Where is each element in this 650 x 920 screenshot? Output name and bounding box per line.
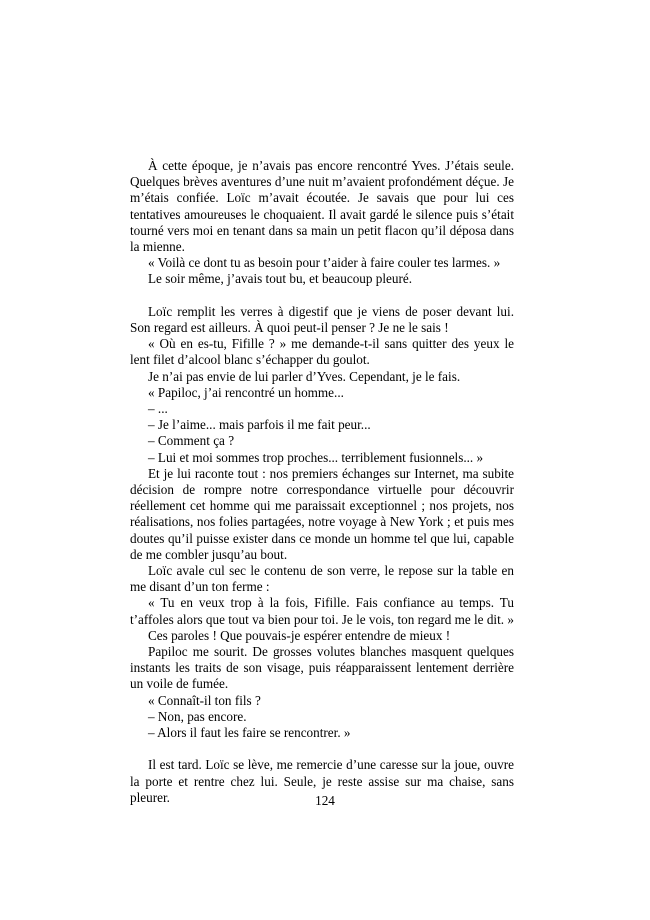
paragraph: Il est tard. Loïc se lève, me remercie d’une caresse sur la joue, ouvre la porte et rentre chez lui. Seule, je reste assise sur ma chaise, sans pleurer.: [130, 757, 514, 805]
paragraph: « Tu en veux trop à la fois, Fifille. Fais confiance au temps. Tu t’affoles alors que tout va bien pour toi. Je le vois, ton regard me le dit. »: [130, 595, 514, 627]
paragraph: Loïc remplit les verres à digestif que je viens de poser devant lui. Son regard est ailleurs. À quoi peut-il penser ? Je ne le sais !: [130, 303, 514, 336]
paragraph: Je n’ai pas envie de lui parler d’Yves. Cependant, je le fais.: [148, 368, 461, 384]
paragraph: – Comment ça ?: [148, 433, 235, 449]
paragraph: – Non, pas encore.: [148, 708, 247, 724]
paragraph: « Voilà ce dont tu as besoin pour t’aider à faire couler tes larmes. »: [148, 255, 501, 271]
page-text: [130, 158, 514, 806]
paragraph: Loïc avale cul sec le contenu de son verre, le repose sur la table en me disant d’un ton ferme :: [130, 563, 514, 595]
paragraph: Papiloc me sourit. De grosses volutes blanches masquent quelques instants les traits de son visage, puis réapparaissent lentement derrière un voile de fumée.: [130, 644, 514, 692]
paragraph: – Je l’aime... mais parfois il me fait peur...: [148, 417, 371, 433]
paragraph: – Lui et moi sommes trop proches... terriblement fusionnels... »: [148, 449, 484, 465]
paragraph: À cette époque, je n’avais pas encore rencontré Yves. J’étais seule. Quelques brèves aventures d’une nuit m’avaient profondément déçue. Je m’étais confiée. Loïc m’avait écoutée. Je savais que pour lui ces tentatives amoureuses le choquaient. Il avait gardé le silence puis s’était tourné vers moi en tenant dans sa main un petit flacon qu’il déposa dans la mienne.: [130, 158, 514, 255]
paragraph: – ...: [148, 401, 168, 417]
paragraph: « Où en es-tu, Fifille ? » me demande-t-il sans quitter des yeux le lent filet d’alcool blanc s’échapper du goulot.: [130, 336, 514, 368]
paragraph: Ces paroles ! Que pouvais-je espérer entendre de mieux !: [148, 627, 451, 643]
paragraph: Le soir même, j’avais tout bu, et beaucoup pleuré.: [148, 271, 413, 287]
paragraph: « Connaît-il ton fils ?: [148, 692, 261, 708]
paragraph: Et je lui raconte tout : nos premiers échanges sur Internet, ma subite décision de rompre notre correspondance virtuelle pour découvrir réellement cet homme qui me paraissait exceptionnel ; nos projets, nos réalisations, nos folies partagées, notre voyage à New York ; et puis mes doutes qu’il puisse exister dans ce monde un homme tel que lui, capable de me combler jusqu’au bout.: [130, 465, 514, 562]
paragraph: – Alors il faut les faire se rencontrer. »: [148, 725, 351, 741]
page-number: 124: [315, 793, 335, 808]
paragraph: « Papiloc, j’ai rencontré un homme...: [148, 384, 344, 400]
